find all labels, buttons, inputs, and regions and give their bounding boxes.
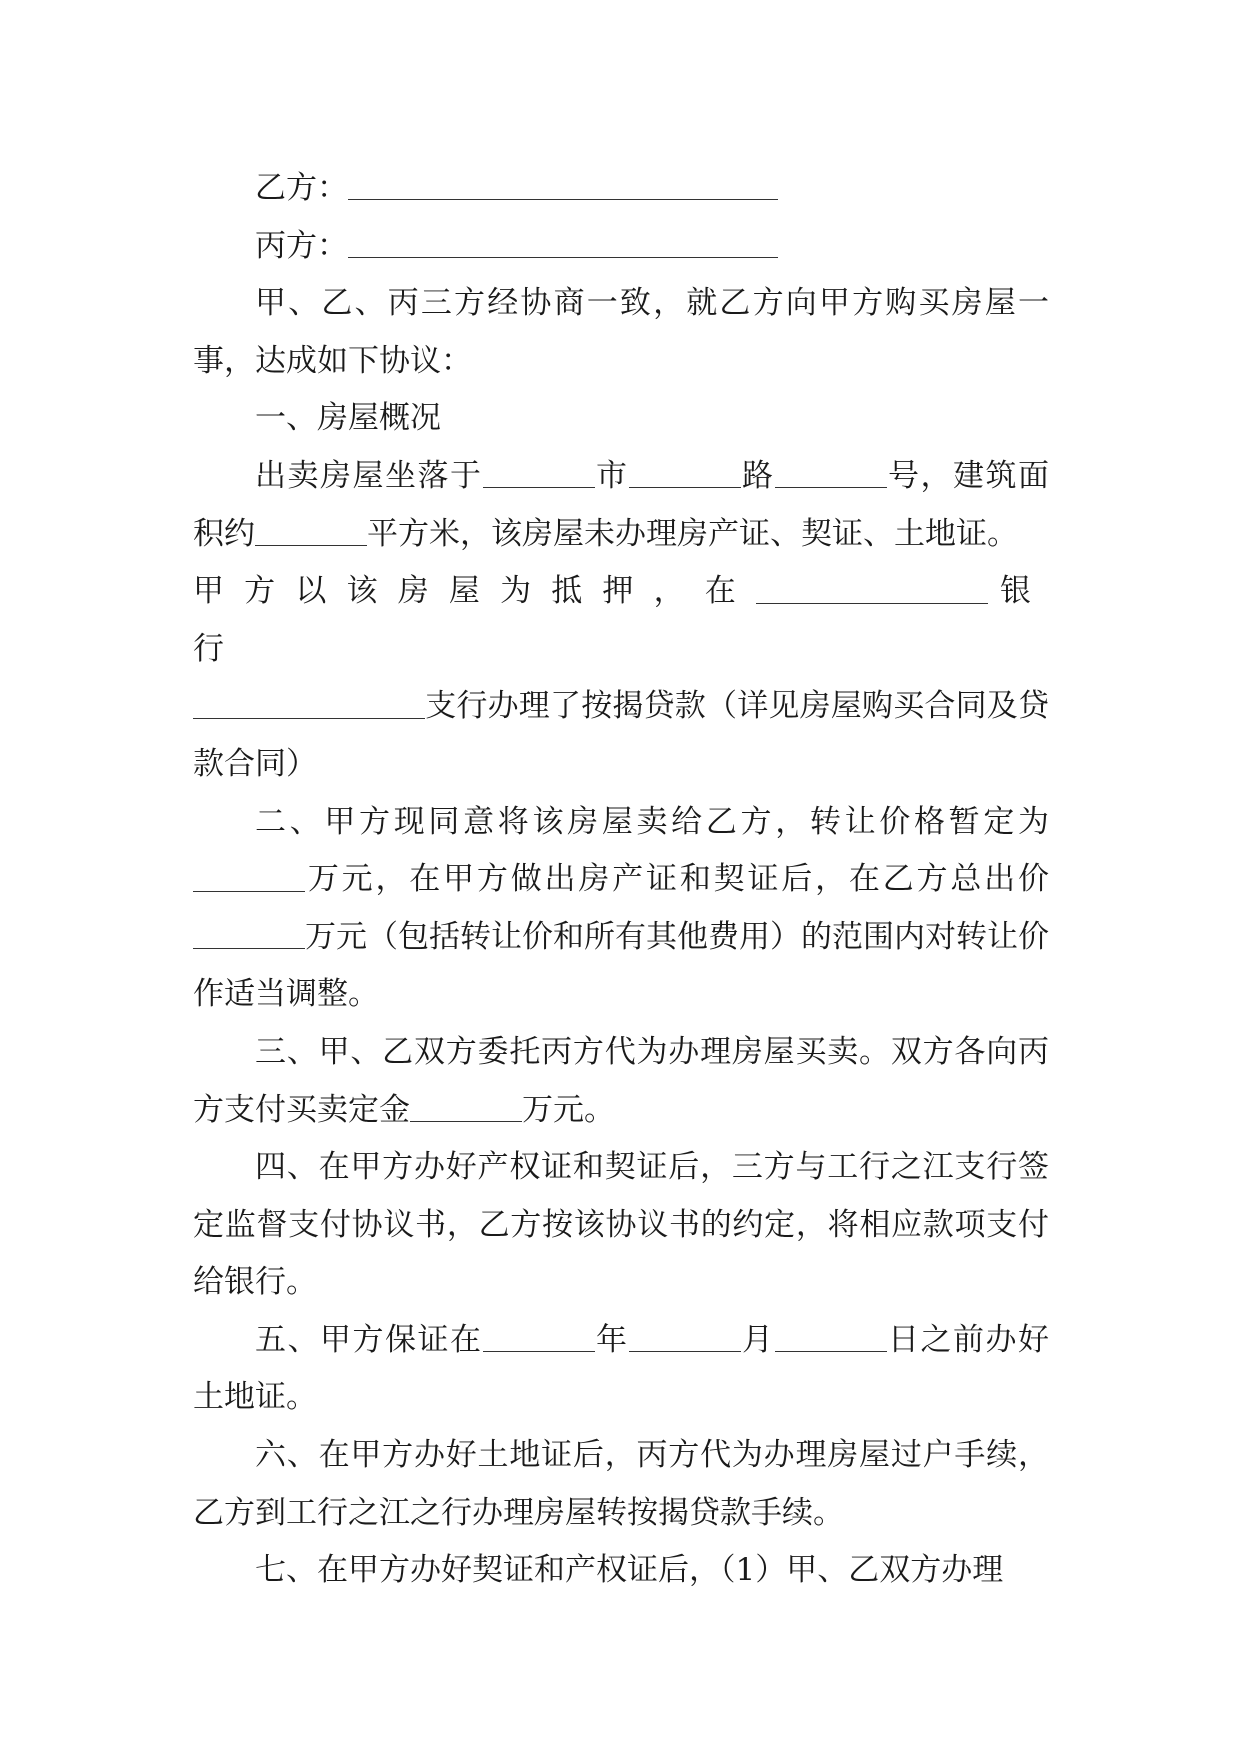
s2-text-c: 万元（包括转让价和所有其他费用）的范围内对转让价作适当调整。 bbox=[193, 918, 1049, 1013]
intro-paragraph: 甲、乙、丙三方经协商一致，就乙方向甲方购买房屋一事，达成如下协议： bbox=[193, 285, 1049, 379]
s5-text-d: 日之前办好土地证。 bbox=[193, 1321, 1049, 1416]
city-blank bbox=[483, 456, 595, 488]
party-c-line bbox=[193, 218, 1049, 276]
s1-text-b: 市 bbox=[594, 457, 629, 494]
year-blank bbox=[483, 1320, 595, 1352]
section-3-paragraph bbox=[193, 1024, 1049, 1139]
party-b-label: 乙方： bbox=[255, 170, 348, 206]
s2-text-b: 万元，在甲方做出房产证和契证后，在乙方总出价 bbox=[305, 861, 1049, 898]
month-blank bbox=[629, 1320, 741, 1352]
section-7-paragraph: 七、在甲方办好契证和产权证后，（1）甲、乙双方办理 bbox=[255, 1552, 1004, 1589]
s1-text-d: 号，建筑面积约 bbox=[193, 457, 1049, 552]
s1-text-g: 银行 bbox=[193, 573, 1050, 667]
bank-blank bbox=[756, 572, 988, 604]
s3-text-a: 三、甲、乙双方委托丙方代为办理房屋买卖。双方各向丙方支付买卖定金 bbox=[193, 1033, 1049, 1128]
total-price-blank bbox=[193, 917, 305, 949]
party-c-label: 丙方： bbox=[255, 227, 348, 264]
day-blank bbox=[775, 1320, 887, 1352]
section-1-paragraph bbox=[193, 448, 1049, 794]
s1-text-f: 甲方以该房屋为抵押，在 bbox=[193, 573, 756, 610]
s5-text-a: 五、甲方保证在 bbox=[255, 1321, 483, 1358]
road-blank bbox=[629, 456, 741, 488]
s5-text-c: 月 bbox=[740, 1321, 775, 1358]
section-1-title: 一、房屋概况 bbox=[255, 400, 441, 437]
area-blank bbox=[255, 514, 367, 546]
s1-text-e: 平方米，该房屋未办理房产证、契证、土地证。 bbox=[367, 515, 1018, 552]
party-c-blank bbox=[348, 226, 778, 258]
s5-text-b: 年 bbox=[594, 1321, 629, 1358]
section-4-paragraph: 四、在甲方办好产权证和契证后，三方与工行之江支行签定监督支付协议书，乙方按该协议书的约定，将相应款项支付给银行。 bbox=[193, 1149, 1049, 1301]
number-blank bbox=[775, 456, 887, 488]
section-6-paragraph: 六、在甲方办好土地证后，丙方代为办理房屋过户手续，乙方到工行之江之行办理房屋转按揭贷款手续。 bbox=[193, 1437, 1049, 1531]
s1-text-h: 支行办理了按揭贷款（详见房屋购买合同及贷款合同） bbox=[193, 688, 1049, 782]
price-blank bbox=[193, 860, 305, 892]
branch-blank bbox=[193, 687, 425, 719]
s1-text-c: 路 bbox=[740, 457, 775, 494]
section-2-paragraph bbox=[193, 794, 1049, 1024]
section-5-paragraph bbox=[193, 1312, 1049, 1427]
document-page bbox=[193, 160, 1049, 1600]
s1-text-a: 出卖房屋坐落于 bbox=[255, 457, 483, 494]
s3-text-b: 万元。 bbox=[522, 1091, 615, 1128]
party-b-line bbox=[193, 160, 1049, 218]
party-b-blank bbox=[348, 168, 778, 200]
deposit-blank bbox=[410, 1090, 522, 1122]
s2-text-a: 二、甲方现同意将该房屋卖给乙方，转让价格暂定为 bbox=[255, 803, 1049, 840]
